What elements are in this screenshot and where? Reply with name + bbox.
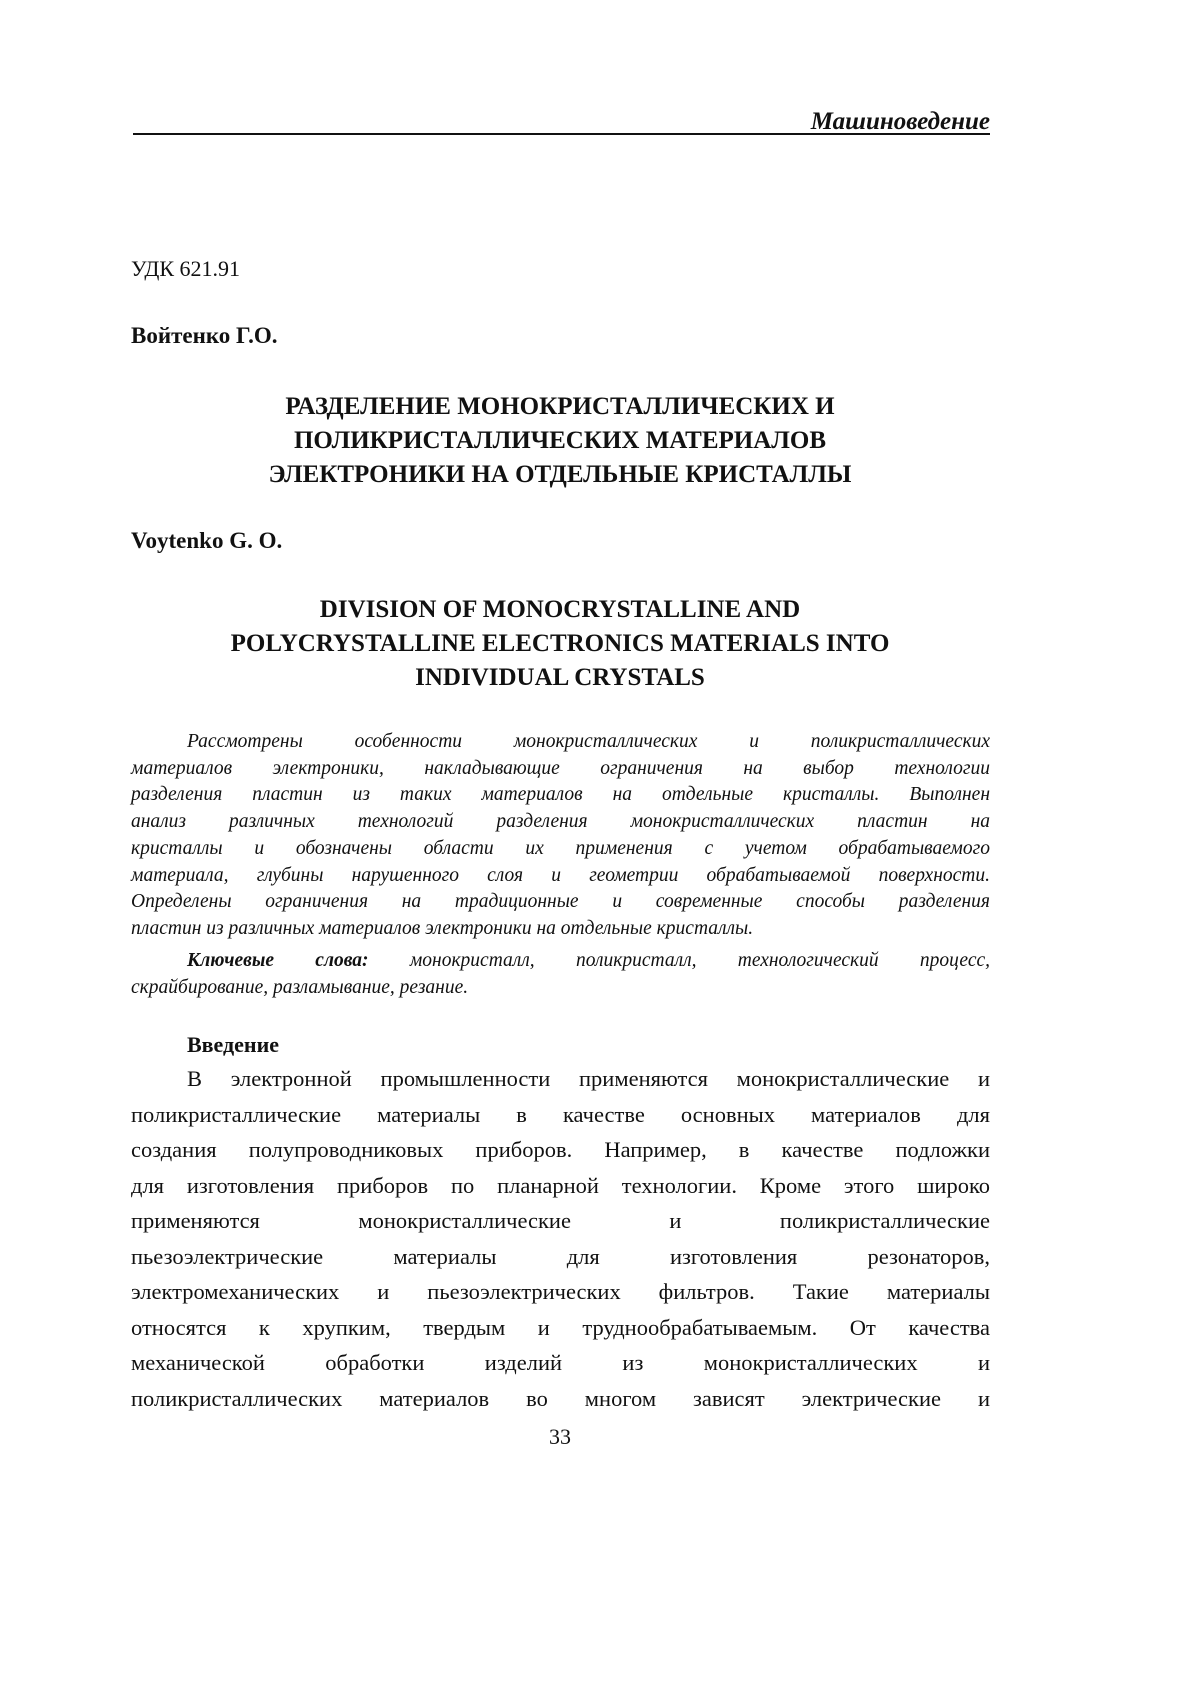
text-line: пьезоэлектрические материалы для изготовления резонаторов, (131, 1244, 990, 1270)
title-en-line: DIVISION OF MONOCRYSTALLINE AND (130, 593, 990, 627)
title-ru-line: ЭЛЕКТРОНИКИ НА ОТДЕЛЬНЫЕ КРИСТАЛЛЫ (130, 458, 990, 492)
text-line: механической обработки изделий из монокристаллических и (131, 1350, 990, 1376)
title-en (130, 593, 990, 695)
text-line: пластин из различных материалов электроники на отдельные кристаллы. (131, 918, 990, 940)
keywords-line (187, 950, 990, 972)
text-line: поликристаллических материалов во многом зависят электрические и (131, 1386, 990, 1412)
author-ru: Войтенко Г.О. (131, 323, 277, 349)
text-line: поликристаллические материалы в качестве основных материалов для (131, 1102, 990, 1128)
title-ru-line: РАЗДЕЛЕНИЕ МОНОКРИСТАЛЛИЧЕСКИХ И (130, 390, 990, 424)
keywords-line: скрайбирование, разламывание, резание. (131, 977, 990, 999)
running-head: Машиноведение (811, 108, 990, 136)
keywords-text: монокристалл, поликристалл, технологический процесс, (369, 950, 990, 971)
text-line: материалов электроники, накладывающие ограничения на выбор технологии (131, 758, 990, 780)
text-line: разделения пластин из таких материалов на отдельные кристаллы. Выполнен (131, 784, 990, 806)
page-number: 33 (0, 1424, 1120, 1450)
text-line: электромеханических и пьезоэлектрических фильтров. Такие материалы (131, 1279, 990, 1305)
text-line: Рассмотрены особенности монокристаллических и поликристаллических (187, 731, 990, 753)
title-en-line: INDIVIDUAL CRYSTALS (130, 661, 990, 695)
title-ru-line: ПОЛИКРИСТАЛЛИЧЕСКИХ МАТЕРИАЛОВ (130, 424, 990, 458)
text-line: для изготовления приборов по планарной технологии. Кроме этого широко (131, 1173, 990, 1199)
text-line: создания полупроводниковых приборов. Например, в качестве подложки (131, 1137, 990, 1163)
title-en-line: POLYCRYSTALLINE ELECTRONICS MATERIALS INTO (130, 627, 990, 661)
text-line: Определены ограничения на традиционные и современные способы разделения (131, 891, 990, 913)
text-line: кристаллы и обозначены области их применения с учетом обрабатываемого (131, 838, 990, 860)
udk-code: УДК 621.91 (131, 256, 240, 282)
keywords-label: Ключевые слова: (187, 950, 369, 971)
text-line: В электронной промышленности применяются монокристаллические и (187, 1066, 990, 1092)
header-rule (133, 133, 990, 135)
author-en: Voytenko G. O. (131, 528, 282, 554)
text-line: анализ различных технологий разделения монокристаллических пластин на (131, 811, 990, 833)
text-line: материала, глубины нарушенного слоя и геометрии обрабатываемой поверхности. (131, 865, 990, 887)
section-heading-introduction: Введение (187, 1032, 279, 1058)
title-ru (130, 390, 990, 492)
text-line: применяются монокристаллические и поликристаллические (131, 1208, 990, 1234)
text-line: относятся к хрупким, твердым и труднообрабатываемым. От качества (131, 1315, 990, 1341)
